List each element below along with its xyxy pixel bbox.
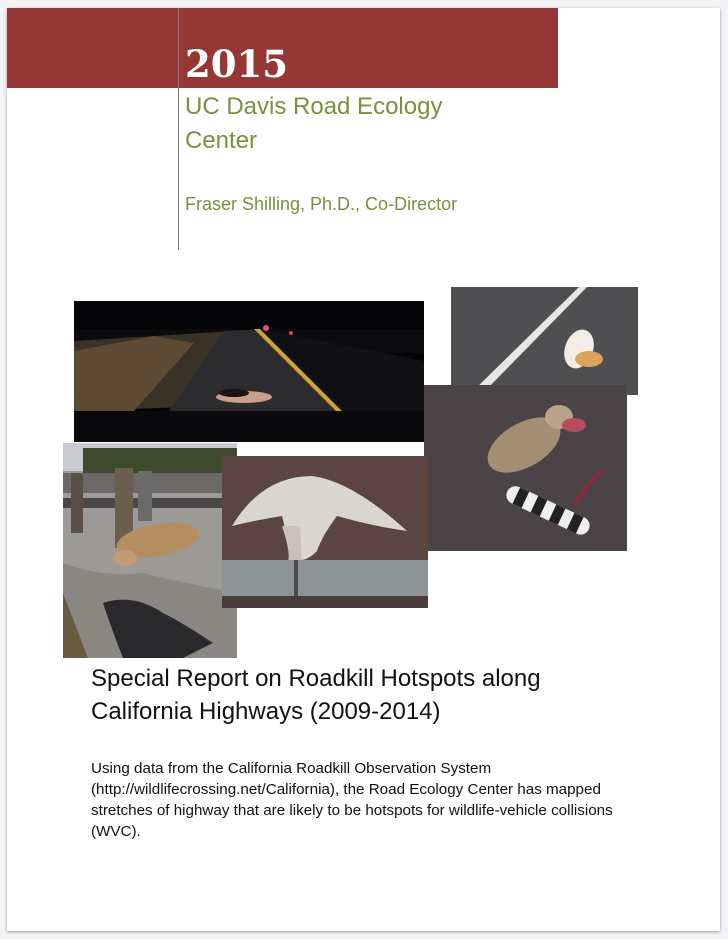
photo-deer-guardrail (63, 443, 237, 658)
photo-night-road-deer (74, 301, 424, 442)
report-title: Special Report on Roadkill Hotspots along California Highways (2009-2014) (91, 665, 541, 725)
organization-name: UC Davis Road Ecology Center (185, 93, 443, 154)
hawk-image (222, 456, 428, 608)
photo-bird-on-asphalt (451, 287, 638, 395)
ringtail-image (424, 385, 627, 551)
author-line: Fraser Shilling, Ph.D., Co-Director (185, 194, 458, 214)
photo-ringtail (424, 385, 627, 551)
bird-image (451, 287, 638, 395)
night-road-image (74, 301, 424, 442)
cover-year: 2015 (185, 42, 288, 86)
report-summary: Using data from the California Roadkill Observation System (http://wildlifecrossing.net/California), the Road Ecology Center has mapped stretches of highway that are likely to be hotspots for wildlife-vehicle collisions (WVC). (91, 760, 613, 840)
photo-hawk-curb (222, 456, 428, 608)
deer-image (63, 443, 237, 658)
vertical-divider (178, 8, 179, 250)
